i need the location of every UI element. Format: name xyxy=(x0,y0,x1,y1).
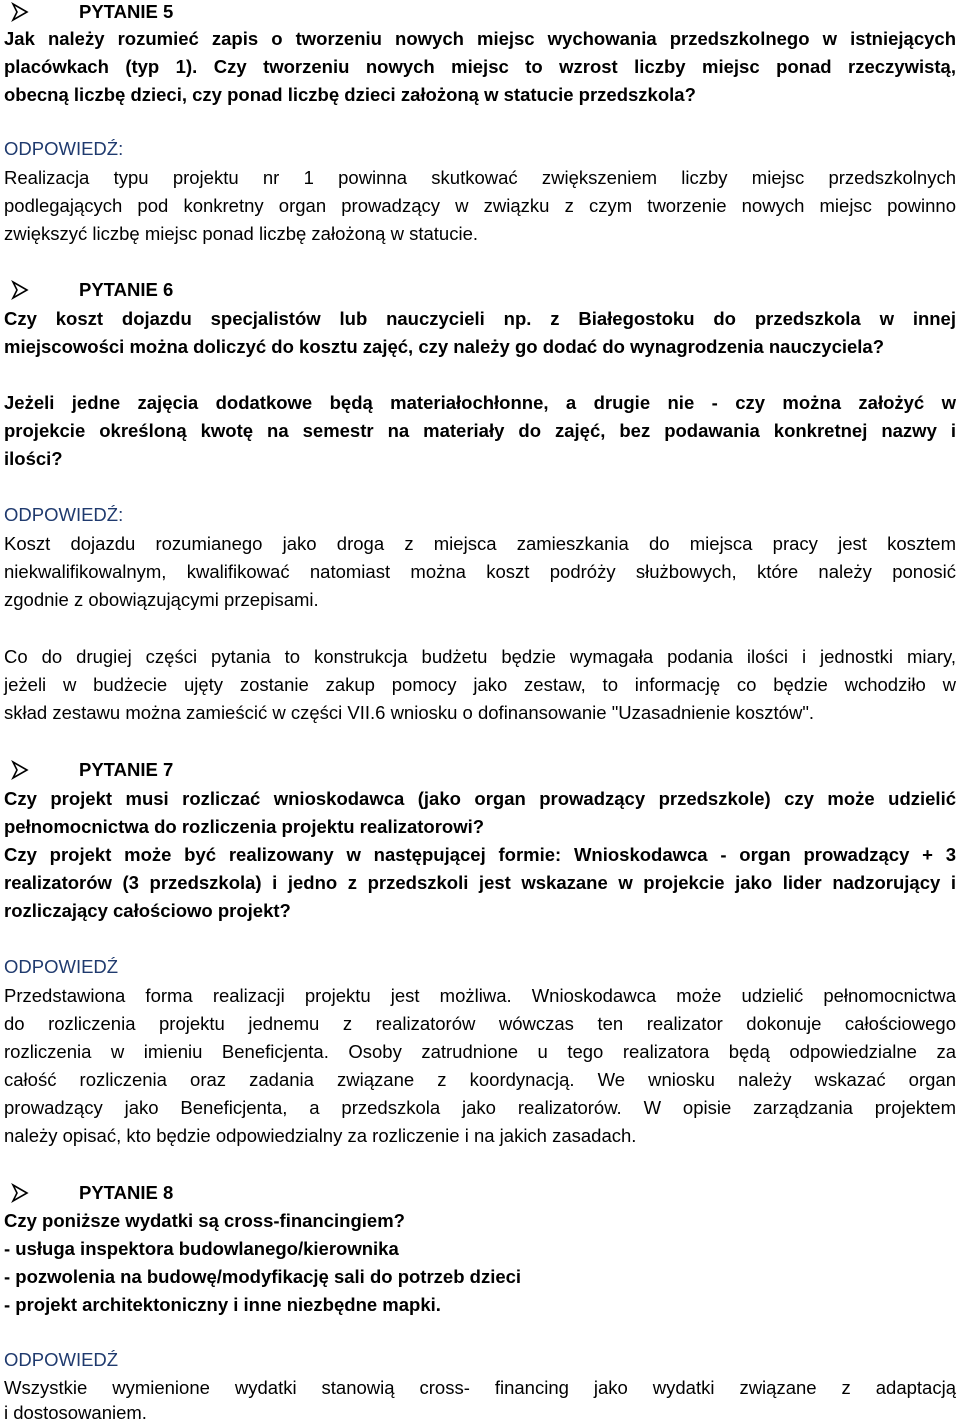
answer-line: do rozliczenia projektu jednemu z realizatorów wówczas ten realizator dokonuje całościowego xyxy=(4,1013,956,1034)
arrow-bullet-icon xyxy=(10,2,30,22)
question-line: Czy projekt może być realizowany w następującej formie: Wnioskodawca - organ prowadzący + 3 xyxy=(4,844,956,865)
heading-text: PYTANIE 8 xyxy=(79,1182,174,1203)
question-line: Czy poniższe wydatki są cross-financingiem? xyxy=(4,1210,405,1231)
answer-label: ODPOWIEDŹ xyxy=(4,1349,119,1370)
answer-line: Co do drugiej części pytania to konstrukcja budżetu będzie wymagała podania ilości i jednostki miary, xyxy=(4,646,956,667)
heading-text: PYTANIE 7 xyxy=(79,759,174,780)
heading-text: PYTANIE 6 xyxy=(79,279,174,300)
answer-line: Wszystkie wymienione wydatki stanowią cross- financing jako wydatki związane z adaptacją xyxy=(4,1377,956,1398)
question-line: Czy projekt musi rozliczać wnioskodawca (jako organ prowadzący przedszkole) czy może udzielić xyxy=(4,788,956,809)
answer-label: ODPOWIEDŹ: xyxy=(4,138,124,159)
list-item: - pozwolenia na budowę/modyfikację sali do potrzeb dzieci xyxy=(4,1266,522,1287)
question-line: realizatorów (3 przedszkola) i jedno z przedszkoli jest wskazane w projekcie jako lider nadzorujący i xyxy=(4,872,956,893)
question-line: pełnomocnictwa do rozliczenia projektu realizatorowi? xyxy=(4,816,485,837)
answer-line: niekwalifikowalnym, kwalifikować natomiast można koszt podróży służbowych, które należy ponosić xyxy=(4,561,956,582)
question-line: Jak należy rozumieć zapis o tworzeniu nowych miejsc wychowania przedszkolnego w istniejących xyxy=(4,28,956,49)
question-line: Czy koszt dojazdu specjalistów lub nauczycieli np. z Białegostoku do przedszkola w innej xyxy=(4,308,956,329)
answer-label: ODPOWIEDŹ xyxy=(4,956,119,977)
answer-line: zwiększyć liczbę miejsc ponad liczbę założoną w statucie. xyxy=(4,223,479,244)
answer-line: prowadzący jako Beneficjenta, a przedszkola jako realizatorów. W opisie zarządzania projektem xyxy=(4,1097,956,1118)
arrow-bullet-icon xyxy=(10,1183,30,1203)
question-line: rozliczający całościowo projekt? xyxy=(4,900,291,921)
answer-line: zgodnie z obowiązującymi przepisami. xyxy=(4,589,319,610)
question-line: Jeżeli jedne zajęcia dodatkowe będą materiałochłonne, a drugie nie - czy można założyć w xyxy=(4,392,956,413)
answer-line: Koszt dojazdu rozumianego jako droga z miejsca zamieszkania do miejsca pracy jest kosztem xyxy=(4,533,956,554)
answer-line: należy opisać, kto będzie odpowiedzialny za rozliczenie i na jakich zasadach. xyxy=(4,1125,637,1146)
answer-line: i dostosowaniem. xyxy=(4,1402,147,1423)
answer-line: Realizacja typu projektu nr 1 powinna skutkować zwiększeniem liczby miejsc przedszkolnych xyxy=(4,167,956,188)
question-line: miejscowości można doliczyć do kosztu zajęć, czy należy go dodać do wynagrodzenia nauczyciela? xyxy=(4,336,885,357)
arrow-bullet-icon xyxy=(10,760,30,780)
question-line: obecną liczbę dzieci, czy ponad liczbę dzieci założoną w statucie przedszkola? xyxy=(4,84,696,105)
answer-line: całość rozliczenia oraz zadania związane z koordynacją. We wniosku należy wskazać organ xyxy=(4,1069,956,1090)
answer-label: ODPOWIEDŹ: xyxy=(4,504,124,525)
question-line: placówkach (typ 1). Czy tworzeniu nowych miejsc to wzrost liczby miejsc ponad rzeczywistą, xyxy=(4,56,956,77)
answer-line: skład zestawu można zamieścić w części VII.6 wniosku o dofinansowanie "Uzasadnienie kosztów". xyxy=(4,702,815,723)
answer-line: jeżeli w budżecie ujęty zostanie zakup pomocy jako zestaw, to informację co będzie wchodziło w xyxy=(4,674,956,695)
arrow-bullet-icon xyxy=(10,280,30,300)
answer-line: Przedstawiona forma realizacji projektu jest możliwa. Wnioskodawca może udzielić pełnomocnictwa xyxy=(4,985,956,1006)
question-line: ilości? xyxy=(4,448,63,469)
list-item: - projekt architektoniczny i inne niezbędne mapki. xyxy=(4,1294,441,1315)
heading-text: PYTANIE 5 xyxy=(79,1,174,22)
question-line: projekcie określoną kwotę na semestr na materiały do zajęć, bez podawania konkretnej nazwy i xyxy=(4,420,956,441)
answer-line: rozliczenia w imieniu Beneficjenta. Osoby zatrudnione u tego realizatora będą odpowiedzialne za xyxy=(4,1041,956,1062)
list-item: - usługa inspektora budowlanego/kierownika xyxy=(4,1238,399,1259)
answer-line: podlegających pod konkretny organ prowadzący w związku z czym tworzenie nowych miejsc powinno xyxy=(4,195,956,216)
